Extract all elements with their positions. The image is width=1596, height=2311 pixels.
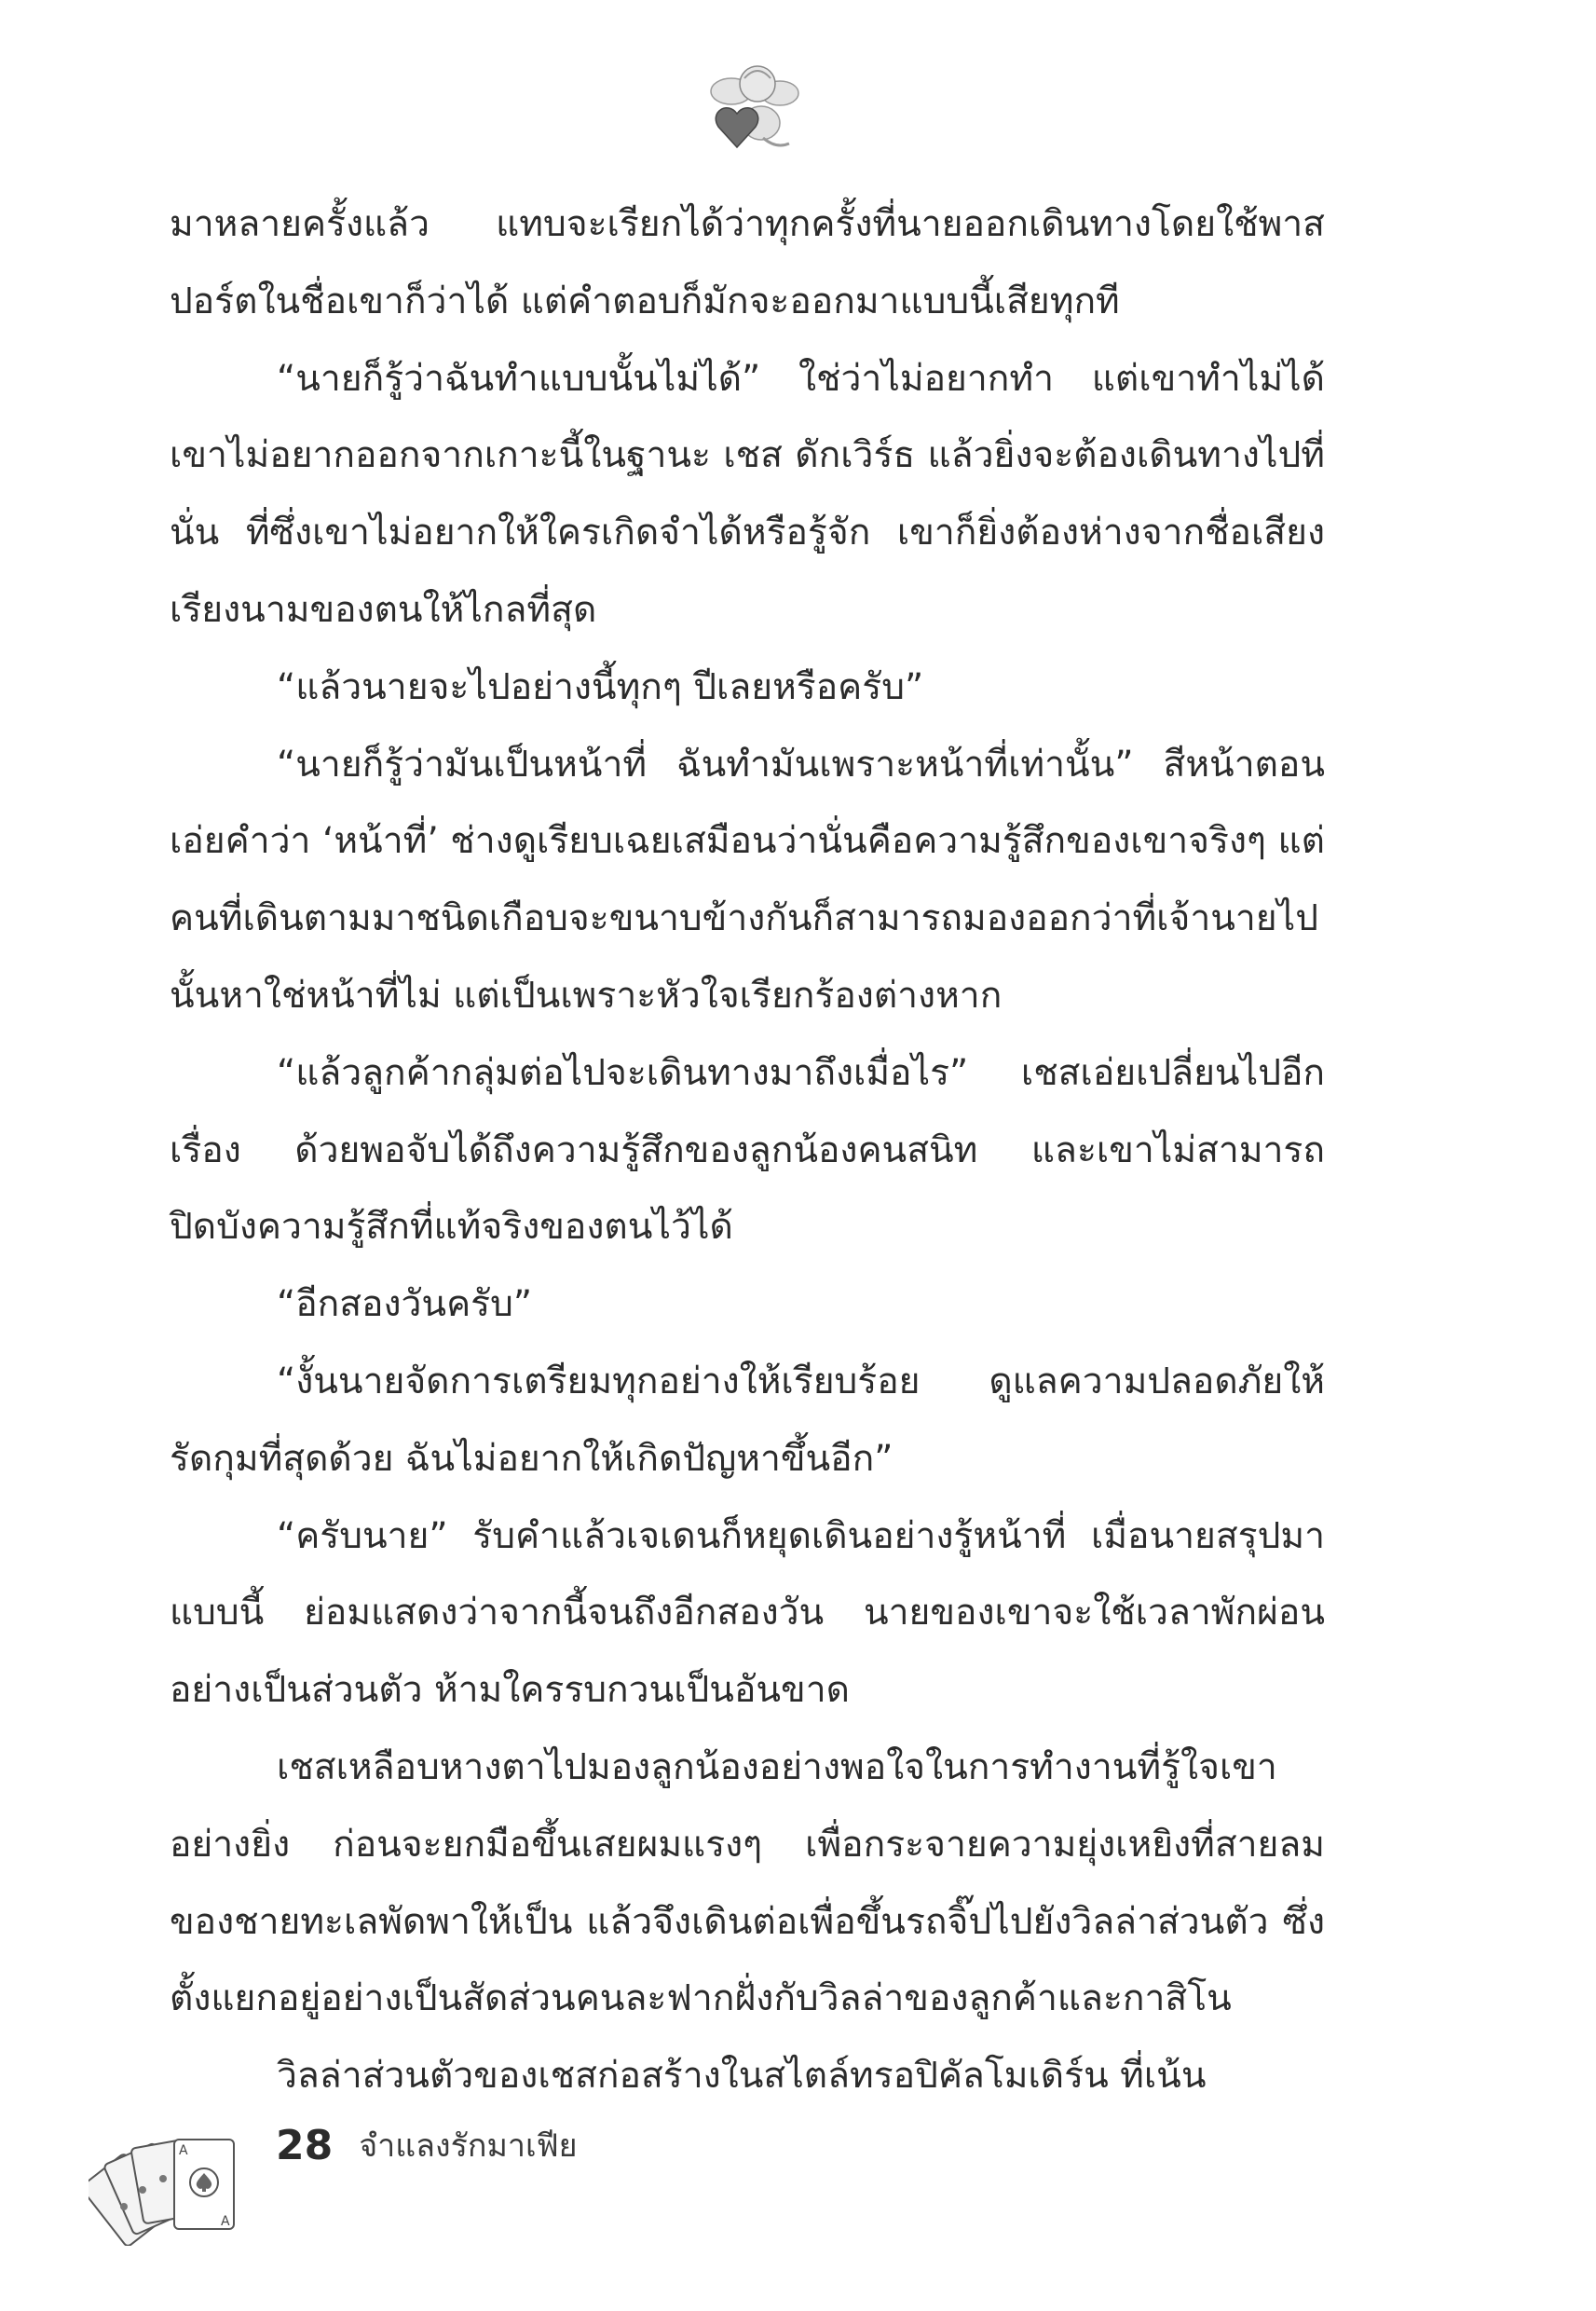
paragraph: “แล้วนายจะไปอย่างนี้ทุกๆ ปีเลยหรือครับ” [277,665,924,708]
paragraph: เชสเหลือบหางตาไปมองลูกน้องอย่างพอใจในการทำงานที่รู้ใจเขาอย่างยิ่ง ก่อนจะยกมือขึ้นเสยผมแรงๆ เพื่อกระจายความยุ่งเหยิงที่สายลมของชายทะเลพัดพาให้เป็น แล้วจึงเดินต่อเพื่อขึ้นรถจิ๊ปไปยังวิลล่าส่วนตัว ซึ่งตั้งแยกอยู่อย่างเป็นสัดส่วนคนละฟากฝั่งกับวิลล่าของลูกค้าและกาสิโน [170,1745,1325,2020]
cupid-heart-icon [703,56,806,158]
playing-cards-icon [89,2125,247,2246]
chapter-text [170,186,1325,2115]
book-title: จำแลงรักมาเฟีย [359,2127,578,2165]
paragraph: “ครับนาย” รับคำแล้วเจเดนก็หยุดเดินอย่างรู้หน้าที่ เมื่อนายสรุปมาแบบนี้ ย่อมแสดงว่าจากนี้จนถึงอีกสองวัน นายของเขาจะใช้เวลาพักผ่อนอย่างเป็นส่วนตัว ห้ามใครรบกวนเป็นอันขาด [170,1514,1325,1712]
page-footer [276,2117,578,2173]
paragraph: “แล้วลูกค้ากลุ่มต่อไปจะเดินทางมาถึงเมื่อไร” เชสเอ่ยเปลี่ยนไปอีกเรื่อง ด้วยพอจับได้ถึงความรู้สึกของลูกน้องคนสนิท และเขาไม่สามารถปิดบังความรู้สึกที่แท้จริงของตนไว้ได้ [170,1051,1325,1249]
paragraph: “นายก็รู้ว่ามันเป็นหน้าที่ ฉันทำมันเพราะหน้าที่เท่านั้น” สีหน้าตอนเอ่ยคำว่า ‘หน้าที่’ ช่างดูเรียบเฉยเสมือนว่านั่นคือความรู้สึกของเขาจริงๆ แต่คนที่เดินตามมาชนิดเกือบจะขนาบข้างกันก็สามารถมองออกว่าที่เจ้านายไปนั้นหาใช่หน้าที่ไม่ แต่เป็นเพราะหัวใจเรียกร้องต่างหาก [170,743,1325,1017]
paragraph: “อีกสองวันครับ” [277,1283,533,1326]
page-number: 28 [276,2121,334,2169]
paragraph: “นายก็รู้ว่าฉันทำแบบนั้นไม่ได้” ใช่ว่าไม่อยากทำ แต่เขาทำไม่ได้ เขาไม่อยากออกจากเกาะนี้ในฐานะ เชส ดักเวิร์ธ แล้วยิ่งจะต้องเดินทางไปที่นั่น ที่ซึ่งเขาไม่อยากให้ใครเกิดจำได้หรือรู้จัก เขาก็ยิ่งต้องห่างจากชื่อเสียงเรียงนามของตนให้ไกลที่สุด [170,357,1325,631]
svg-text:A: A [221,2214,230,2229]
paragraph: มาหลายครั้งแล้ว แทบจะเรียกได้ว่าทุกครั้งที่นายออกเดินทางโดยใช้พาสปอร์ตในชื่อเขาก็ว่าได้ แต่คำตอบก็มักจะออกมาแบบนี้เสียทุกที [170,203,1325,322]
paragraph: “งั้นนายจัดการเตรียมทุกอย่างให้เรียบร้อย ดูแลความปลอดภัยให้รัดกุมที่สุดด้วย ฉันไม่อยากให้เกิดปัญหาขึ้นอีก” [170,1360,1325,1480]
svg-text:A: A [179,2143,188,2158]
paragraph: วิลล่าส่วนตัวของเชสก่อสร้างในสไตล์ทรอปิคัลโมเดิร์น ที่เน้น [277,2055,1207,2098]
